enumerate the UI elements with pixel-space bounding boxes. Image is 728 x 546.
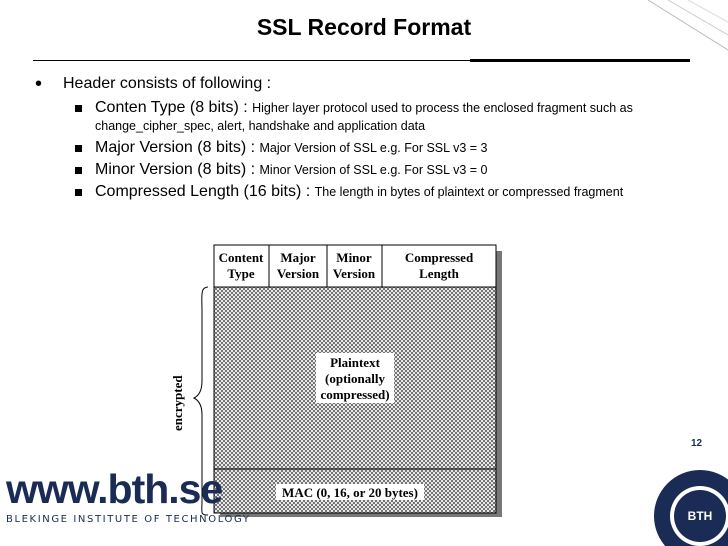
bullet-dot-icon: • xyxy=(35,73,43,95)
bullet-item xyxy=(35,99,685,135)
field-compressed-length-line1: Compressed xyxy=(404,250,474,265)
page-number: 12 xyxy=(691,438,703,449)
square-bullet-icon xyxy=(75,105,82,112)
bullet-list xyxy=(35,73,685,201)
svg-text:BTH: BTH xyxy=(687,509,713,523)
field-minor-version-line1: Minor xyxy=(336,250,372,265)
institute-name: BLEKINGE INSTITUTE OF TECHNOLOGY xyxy=(6,514,251,525)
field-content-type-line1: Content xyxy=(218,250,264,265)
bullet-item-desc: Minor Version of SSL e.g. For SSL v3 = 0 xyxy=(259,163,488,177)
bullet-item-label: Conten Type (8 bits) : xyxy=(95,99,253,116)
square-bullet-icon xyxy=(75,167,82,174)
field-major-version-line2: Version xyxy=(276,266,320,281)
bullet-item-label: Major Version (8 bits) : xyxy=(95,139,260,156)
mac-label: MAC (0, 16, or 20 bytes) xyxy=(282,485,418,500)
bullet-item xyxy=(35,161,685,179)
bullet-item-label: Minor Version (8 bits) : xyxy=(95,161,260,178)
university-seal-icon xyxy=(652,468,728,546)
encrypted-label: encrypted xyxy=(170,375,185,431)
plaintext-label-line3: compressed) xyxy=(320,387,390,402)
field-content-type-line2: Type xyxy=(227,266,255,281)
bullet-item xyxy=(35,139,685,157)
bullet-main xyxy=(35,73,685,95)
plaintext-label-line1: Plaintext xyxy=(330,355,380,370)
square-bullet-icon xyxy=(75,145,82,152)
slide-title: SSL Record Format xyxy=(256,14,472,40)
bullet-item xyxy=(35,183,685,201)
bullet-item-desc: Major Version of SSL e.g. For SSL v3 = 3 xyxy=(259,141,488,155)
bullet-item-desc: The length in bytes of plaintext or compressed fragment xyxy=(314,185,624,199)
bullet-main-text: Header consists of following : xyxy=(63,75,272,92)
field-major-version-line1: Major xyxy=(280,250,316,265)
square-bullet-icon xyxy=(75,189,82,196)
field-minor-version-line2: Version xyxy=(332,266,376,281)
bullet-item-desc: Higher layer protocol used to process the enclosed fragment such as change_cipher_spec, alert, handshake and application data xyxy=(95,101,633,133)
title-divider-accent xyxy=(470,59,690,62)
plaintext-label-line2: (optionally xyxy=(325,371,385,386)
bth-logo: www.bth.se xyxy=(6,466,223,512)
field-compressed-length-line2: Length xyxy=(419,266,459,281)
bullet-item-label: Compressed Length (16 bits) : xyxy=(95,183,315,200)
